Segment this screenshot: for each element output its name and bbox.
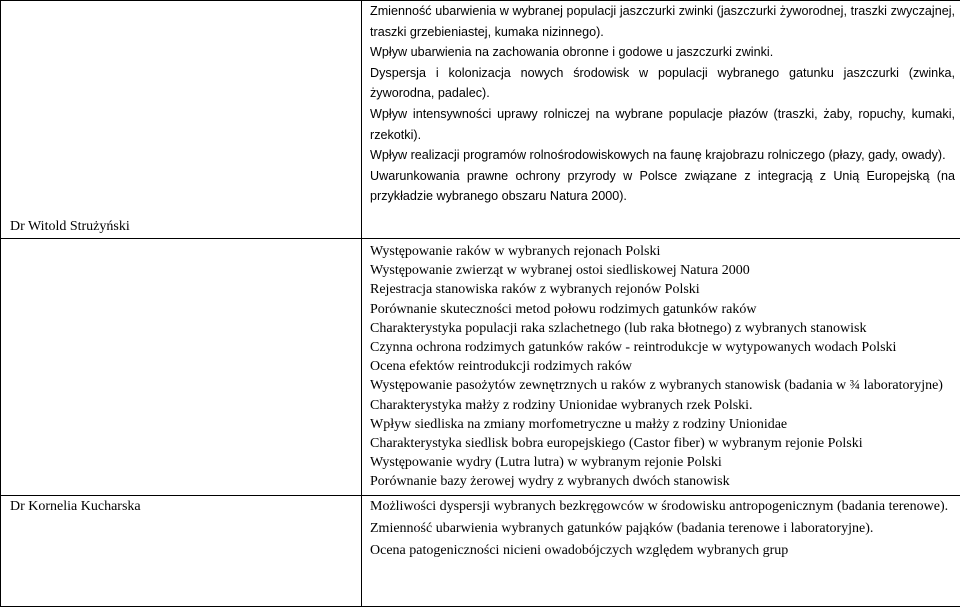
topic-item: Porównanie bazy żerowej wydry z wybranych dwóch stanowisk (370, 472, 955, 491)
topic-item: Zmienność ubarwienia w wybranej populacji jaszczurki zwinki (jaszczurki żyworodnej, traszki zwyczajnej, traszki grzebieniastej, kumaka nizinnego). (370, 1, 955, 42)
supervisor-cell (1, 496, 362, 607)
supervisor-cell (1, 1, 362, 239)
topic-item: Ocena patogeniczności nicieni owadobójczych względem wybranych grup (370, 540, 955, 562)
topics-cell (362, 239, 960, 496)
topic-item: Charakterystyka populacji raka szlachetnego (lub raka błotnego) z wybranych stanowisk (370, 319, 955, 338)
supervisor-name: Dr Witold Strużyński (10, 219, 130, 234)
topic-item: Wpływ intensywności uprawy rolniczej na wybrane populacje płazów (traszki, żaby, ropuchy, kumaki, rzekotki). (370, 104, 955, 145)
topic-item: Ocena efektów reintrodukcji rodzimych raków (370, 357, 955, 376)
topic-item: Występowanie zwierząt w wybranej ostoi siedliskowej Natura 2000 (370, 261, 955, 280)
topic-item: Wpływ siedliska na zmiany morfometryczne u małży z rodziny Unionidae (370, 415, 955, 434)
topic-item: Wpływ ubarwienia na zachowania obronne i godowe u jaszczurki zwinki. (370, 42, 955, 63)
table-row (1, 1, 960, 239)
topics-cell (362, 1, 960, 239)
topic-item: Charakterystyka siedlisk bobra europejskiego (Castor fiber) w wybranym rejonie Polski (370, 434, 955, 453)
topic-item: Występowanie wydry (Lutra lutra) w wybranym rejonie Polski (370, 453, 955, 472)
topic-item: Uwarunkowania prawne ochrony przyrody w Polsce związane z integracją z Unią Europejską (na przykładzie wybranego obszaru Natura 2000). (370, 166, 955, 207)
topic-item: Zmienność ubarwienia wybranych gatunków pająków (badania terenowe i laboratoryjne). (370, 518, 955, 540)
topic-item: Czynna ochrona rodzimych gatunków raków - reintrodukcje w wytypowanych wodach Polski (370, 338, 955, 357)
topic-item: Wpływ realizacji programów rolnośrodowiskowych na faunę krajobrazu rolniczego (płazy, gady, owady). (370, 145, 955, 166)
topic-item: Porównanie skuteczności metod połowu rodzimych gatunków raków (370, 300, 955, 319)
table-row (1, 496, 960, 607)
topic-item: Możliwości dyspersji wybranych bezkręgowców w środowisku antropogenicznym (badania terenowe). (370, 496, 955, 518)
topic-item: Występowanie pasożytów zewnętrznych u raków z wybranych stanowisk (badania w ¾ laboratoryjne) (370, 376, 955, 395)
topic-item: Występowanie raków w wybranych rejonach Polski (370, 239, 955, 261)
supervisor-cell (1, 239, 362, 496)
table-row (1, 239, 960, 496)
supervisor-name: Dr Kornelia Kucharska (10, 496, 361, 515)
topic-item: Rejestracja stanowiska raków z wybranych rejonów Polski (370, 280, 955, 299)
topic-item: Dyspersja i kolonizacja nowych środowisk w populacji wybranego gatunku jaszczurki (zwinka, żyworodna, padalec). (370, 63, 955, 104)
topics-cell (362, 496, 960, 607)
topic-item: Charakterystyka małży z rodziny Unionidae wybranych rzek Polski. (370, 396, 955, 415)
